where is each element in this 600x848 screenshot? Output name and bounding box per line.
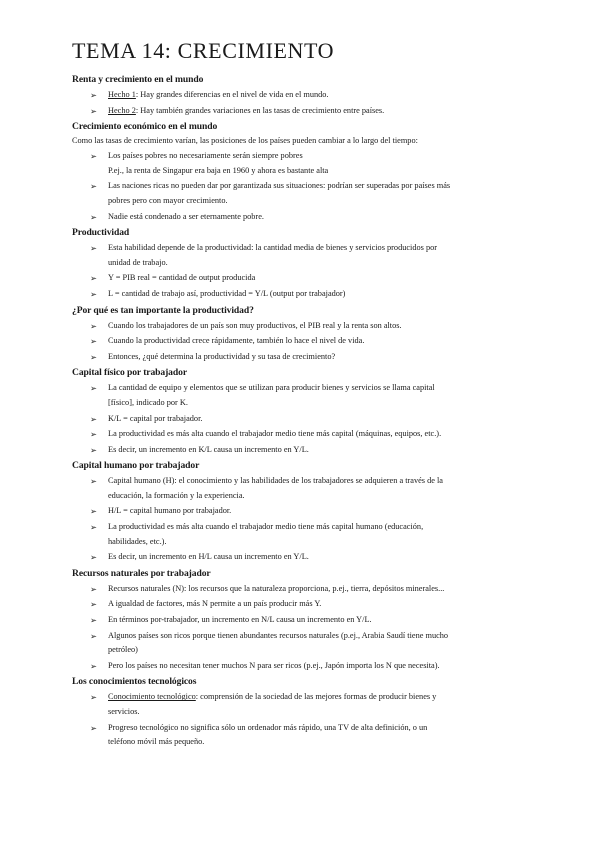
item-text-continued: P.ej., la renta de Singapur era baja en 1960 y ahora es bastante alta xyxy=(108,165,329,175)
item-text: L = cantidad de trabajo así, productividad = Y/L (output por trabajador) xyxy=(108,288,346,298)
bullet-list xyxy=(72,690,532,749)
arrow-bullet-icon: ➢ xyxy=(90,320,97,331)
item-text: La productividad es más alta cuando el trabajador medio tiene más capital humano (educación, xyxy=(108,522,424,532)
arrow-bullet-icon: ➢ xyxy=(90,522,97,533)
section-heading: Crecimiento económico en el mundo xyxy=(72,121,218,133)
section-heading: Capital humano por trabajador xyxy=(72,460,200,472)
arrow-bullet-icon: ➢ xyxy=(90,583,97,594)
item-text: H/L = capital humano por trabajador. xyxy=(108,506,232,516)
section-heading: ¿Por qué es tan importante la productividad? xyxy=(72,304,254,316)
item-text: Pero los países no necesitan tener muchos N para ser ricos (p.ej., Japón importa los N que necesita). xyxy=(108,660,440,670)
bullet-list xyxy=(72,149,532,224)
arrow-bullet-icon: ➢ xyxy=(90,660,97,671)
list-item xyxy=(72,520,532,549)
arrow-bullet-icon: ➢ xyxy=(90,243,97,254)
item-text-continued: teléfono móvil más pequeño. xyxy=(108,737,205,747)
item-text: : Hay grandes diferencias en el nivel de vida en el mundo. xyxy=(135,90,329,99)
arrow-bullet-icon: ➢ xyxy=(90,288,97,299)
item-text: : Hay también grandes variaciones en las tasas de crecimiento entre países. xyxy=(135,105,385,115)
item-text: : comprensión de la sociedad de las mejores formas de producir bienes y xyxy=(195,692,437,702)
arrow-bullet-icon: ➢ xyxy=(90,351,97,362)
list-item xyxy=(72,659,532,674)
section-heading: Los conocimientos tecnológicos xyxy=(72,676,197,688)
bullet-list xyxy=(72,381,532,457)
list-item xyxy=(72,287,532,302)
list-item xyxy=(72,690,532,719)
item-text: Algunos países son ricos porque tienen abundantes recursos naturales (p.ej., Arabia Saudí tiene mucho xyxy=(108,630,449,640)
item-text-continued: [físico], indicado por K. xyxy=(108,397,188,407)
list-item xyxy=(72,179,532,208)
list-item xyxy=(72,721,532,750)
list-item xyxy=(72,582,532,597)
arrow-bullet-icon: ➢ xyxy=(90,476,97,487)
arrow-bullet-icon: ➢ xyxy=(90,151,97,162)
bullet-list xyxy=(72,241,532,301)
item-text-continued: pobres pero con mayor crecimiento. xyxy=(108,195,228,205)
list-item xyxy=(72,104,532,119)
list-item xyxy=(72,474,532,503)
arrow-bullet-icon: ➢ xyxy=(90,90,97,100)
item-text: La productividad es más alta cuando el trabajador medio tiene más capital (máquinas, equipos, etc.). xyxy=(108,429,442,439)
section-intro: Como las tasas de crecimiento varían, las posiciones de los países pueden cambiar a lo largo del tiempo: xyxy=(72,136,418,146)
bullet-list xyxy=(72,474,532,565)
arrow-bullet-icon: ➢ xyxy=(90,105,97,116)
item-text: En términos por-trabajador, un incremento en N/L causa un incremento en Y/L. xyxy=(108,615,372,625)
item-text: Es decir, un incremento en H/L causa un incremento en Y/L. xyxy=(108,552,309,562)
list-item xyxy=(72,427,532,442)
arrow-bullet-icon: ➢ xyxy=(90,413,97,424)
bullet-list xyxy=(72,88,532,118)
list-item xyxy=(72,88,532,103)
item-text-continued: petróleo) xyxy=(108,645,138,655)
arrow-bullet-icon: ➢ xyxy=(90,273,97,284)
list-item xyxy=(72,597,532,612)
arrow-bullet-icon: ➢ xyxy=(90,444,97,455)
list-item xyxy=(72,334,532,349)
list-item xyxy=(72,550,532,565)
section-heading: Renta y crecimiento en el mundo xyxy=(72,74,204,85)
arrow-bullet-icon: ➢ xyxy=(90,506,97,517)
bullet-list xyxy=(72,319,532,365)
arrow-bullet-icon: ➢ xyxy=(90,692,97,703)
arrow-bullet-icon: ➢ xyxy=(90,630,97,641)
list-item xyxy=(72,241,532,270)
list-item xyxy=(72,504,532,519)
page-title: TEMA 14: CRECIMIENTO xyxy=(72,38,335,63)
arrow-bullet-icon: ➢ xyxy=(90,722,97,733)
item-text-continued: unidad de trabajo. xyxy=(108,257,168,267)
item-text: K/L = capital por trabajador. xyxy=(108,413,203,423)
arrow-bullet-icon: ➢ xyxy=(90,599,97,610)
item-text: Los países pobres no necesariamente serán siempre pobres xyxy=(108,151,303,161)
arrow-bullet-icon: ➢ xyxy=(90,211,97,222)
item-text: Nadie está condenado a ser eternamente pobre. xyxy=(108,211,264,221)
list-item xyxy=(72,629,532,658)
section-heading: Productividad xyxy=(72,227,130,239)
list-item xyxy=(72,149,532,178)
underlined-term: Hecho 1 xyxy=(108,90,136,99)
list-item xyxy=(72,210,532,225)
item-text: Progreso tecnológico no significa sólo un ordenador más rápido, una TV de alta definición, o un xyxy=(108,722,428,732)
list-item xyxy=(72,613,532,628)
arrow-bullet-icon: ➢ xyxy=(90,181,97,192)
item-text: Cuando la productividad crece rápidamente, también lo hace el nivel de vida. xyxy=(108,336,365,346)
arrow-bullet-icon: ➢ xyxy=(90,615,97,626)
item-text: Cuando los trabajadores de un país son muy productivos, el PIB real y la renta son altos. xyxy=(108,320,402,330)
arrow-bullet-icon: ➢ xyxy=(90,336,97,347)
list-item xyxy=(72,381,532,410)
item-text-continued: habilidades, etc.). xyxy=(108,536,167,546)
list-item xyxy=(72,350,532,365)
item-text-continued: servicios. xyxy=(108,707,140,716)
item-text: A igualdad de factores, más N permite a un país producir más Y. xyxy=(108,599,322,609)
underlined-term: Conocimiento tecnológico xyxy=(108,692,196,702)
underlined-term: Hecho 2 xyxy=(108,105,136,115)
arrow-bullet-icon: ➢ xyxy=(90,552,97,563)
list-item xyxy=(72,412,532,427)
item-text: Las naciones ricas no pueden dar por garantizada sus situaciones: podrían ser superadas por países más xyxy=(108,181,451,191)
item-text: Entonces, ¿qué determina la productividad y su tasa de crecimiento? xyxy=(108,351,336,361)
item-text: Es decir, un incremento en K/L causa un incremento en Y/L. xyxy=(108,444,309,454)
section-heading: Capital físico por trabajador xyxy=(72,367,187,379)
document-body xyxy=(72,74,532,753)
list-item xyxy=(72,319,532,334)
list-item xyxy=(72,443,532,458)
arrow-bullet-icon: ➢ xyxy=(90,383,97,394)
item-text: Recursos naturales (N): los recursos que la naturaleza proporciona, p.ej., tierra, depósitos minerales... xyxy=(108,583,445,593)
item-text: Y = PIB real = cantidad de output producida xyxy=(108,273,256,283)
item-text: Esta habilidad depende de la productividad: la cantidad media de bienes y servicios producidos por xyxy=(108,243,438,253)
section-heading: Recursos naturales por trabajador xyxy=(72,567,211,579)
bullet-list xyxy=(72,582,532,674)
item-text: Capital humano (H): el conocimiento y las habilidades de los trabajadores se adquieren a través de la xyxy=(108,476,443,486)
item-text: La cantidad de equipo y elementos que se utilizan para producir bienes y servicios se llama capital xyxy=(108,383,435,393)
list-item xyxy=(72,271,532,286)
item-text-continued: educación, la formación y la experiencia. xyxy=(108,490,245,500)
arrow-bullet-icon: ➢ xyxy=(90,429,97,440)
